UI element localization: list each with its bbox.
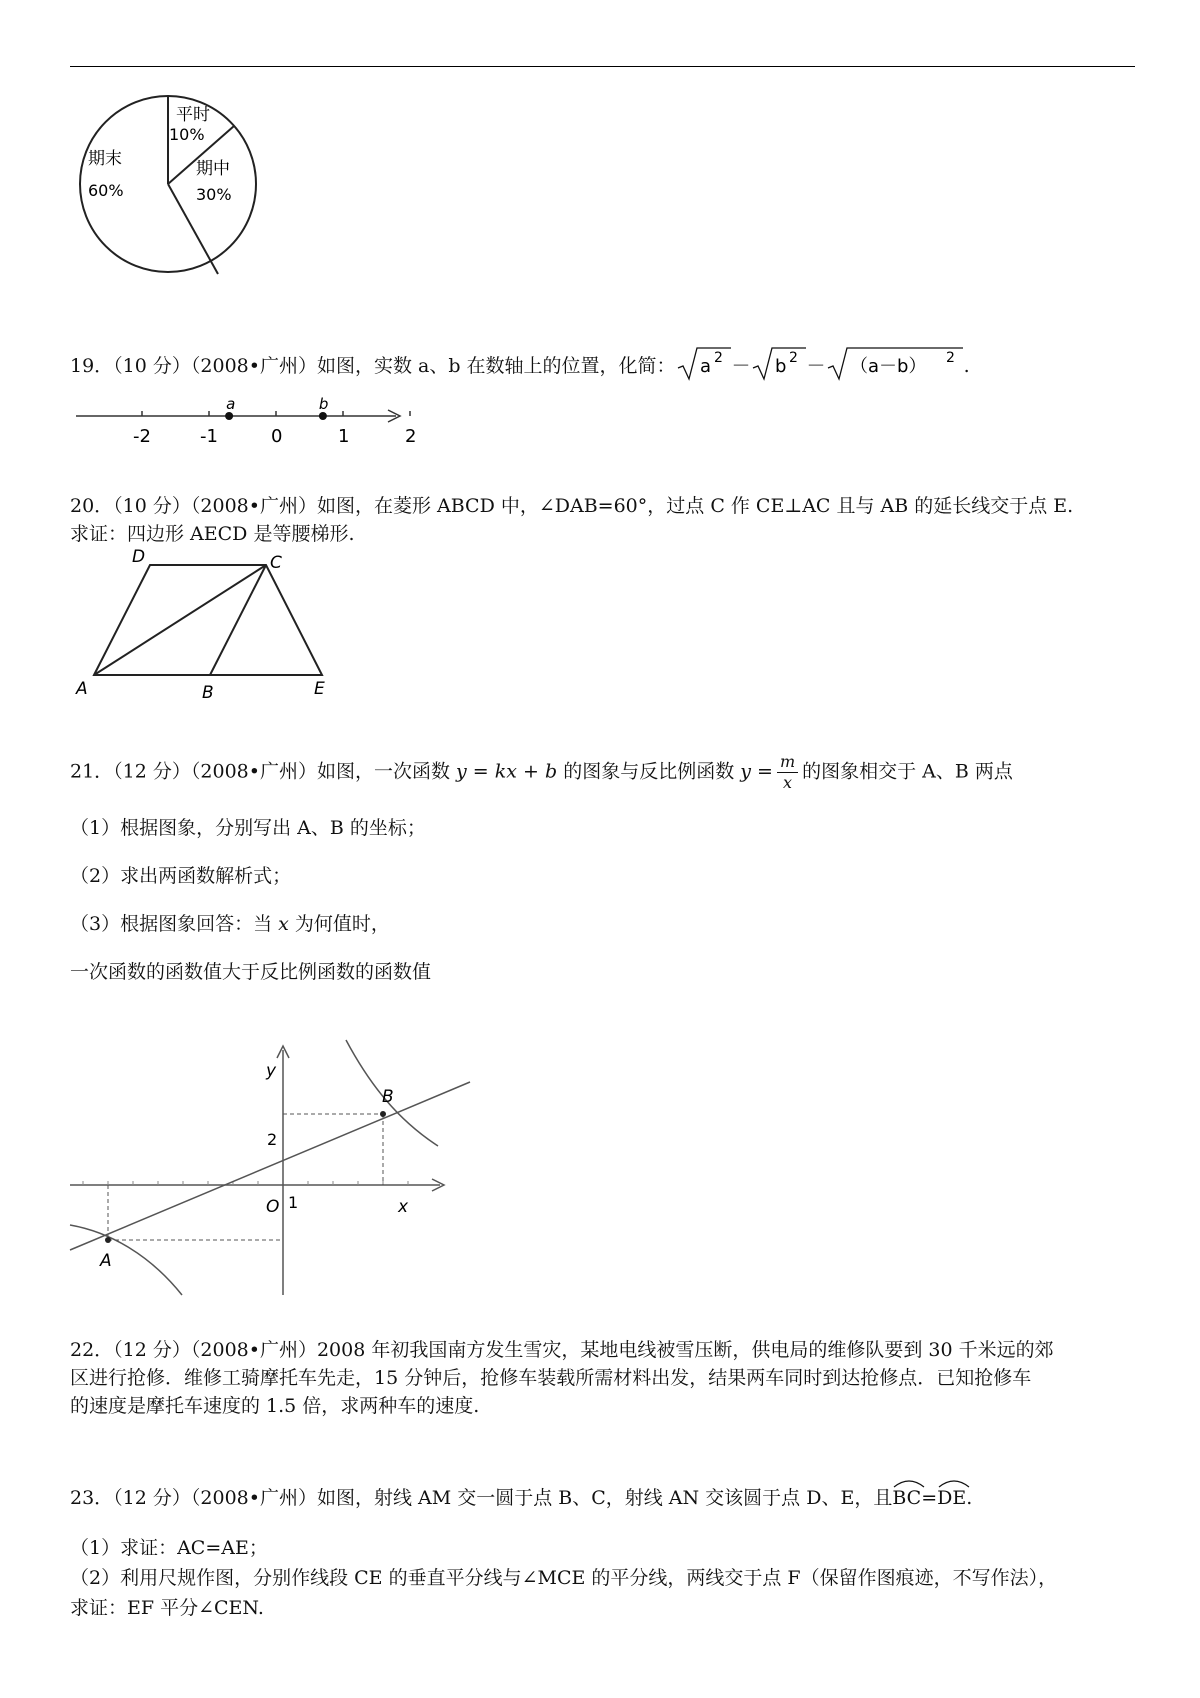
q21-p1: （1）根据图象，分别写出 A、B 的坐标； [70, 817, 426, 839]
header-rule [70, 66, 1135, 67]
q19-sqrt-ab [826, 346, 964, 388]
q22-line3: 的速度是摩托车速度的 1.5 倍，求两种车的速度. [70, 1395, 480, 1417]
label-a: A [76, 679, 88, 699]
q19-sqrt-a [676, 346, 732, 388]
q21-p3a: （3）根据图象回答：当 [70, 913, 273, 935]
number-line-tick-label: -1 [200, 426, 218, 447]
q23-arc2: DE [937, 1487, 967, 1509]
point-b-label: b [318, 395, 329, 413]
q21-head-a: 21．（12 分）（2008•广州）如图，一次函数 [70, 760, 450, 783]
q23-p2: （2）利用尺规作图，分别作线段 CE 的垂直平分线与∠MCE 的平分线，两线交于点 F（保留作图痕迹，不写作法）， [70, 1567, 1058, 1589]
number-line-tick-label: 2 [405, 426, 417, 447]
q23-end: . [966, 1487, 973, 1509]
pie-label-qizhong: 期中 [196, 159, 230, 179]
pie-label-qimo: 期末 [88, 149, 122, 169]
number-line-tick-label: 1 [338, 426, 350, 447]
q21-frac-num: m [777, 752, 798, 773]
q21-p2: （2）求出两函数解析式； [70, 865, 292, 887]
x-axis-label: x [398, 1197, 409, 1217]
q21-p3b: 为何值时， [294, 913, 390, 935]
q23-head [70, 1486, 972, 1510]
point-a-graph-label: A [100, 1251, 112, 1271]
point-b-marker [380, 1111, 386, 1117]
point-b [319, 412, 327, 420]
point-b-graph-label: B [382, 1087, 394, 1107]
q22-line1: 22．（12 分）（2008•广州）2008 年初我国南方发生雪灾，某地电线被雪压断，供电局的维修队要到 30 千米远的郊 [70, 1339, 1054, 1361]
point-a-marker [105, 1237, 111, 1243]
q23-arc1: BC [892, 1487, 922, 1509]
q20-line1: 20．（10 分）（2008•广州）如图，在菱形 ABCD 中，∠DAB=60°，过点 C 作 CE⊥AC 且与 AB 的延长线交于点 E. [70, 495, 1074, 517]
label-b: B [202, 683, 214, 703]
q19-exp-a: 2 [713, 350, 723, 366]
q19-sqrt-b [751, 346, 807, 388]
pie-pct-qimo: 60% [88, 181, 124, 200]
pie-pct-qizhong: 30% [196, 185, 232, 204]
number-line-tick-label: 0 [271, 426, 283, 447]
point-a-label: a [226, 395, 236, 413]
y-axis-label: y [266, 1061, 277, 1081]
label-d: D [132, 547, 146, 567]
q19-minus-2: － [806, 355, 826, 377]
label-e: E [314, 679, 325, 699]
label-c: C [270, 553, 282, 573]
rhombus-figure [70, 548, 350, 708]
q21-p3x: x [278, 913, 289, 935]
y-tick-2-label: 2 [267, 1130, 278, 1149]
q21-frac-den: x [783, 773, 793, 792]
q20-line2: 求证：四边形 AECD 是等腰梯形. [70, 523, 355, 545]
q19-exp-b: 2 [788, 350, 798, 366]
q19-expr-b: b [774, 356, 786, 377]
q21-p4: 一次函数的函数值大于反比例函数的函数值 [70, 961, 432, 983]
q23-p1: （1）求证：AC=AE； [70, 1537, 268, 1559]
q19-minus-1: － [731, 355, 751, 377]
number-line [70, 395, 417, 454]
function-graph [70, 1040, 470, 1300]
q21-recip-y: y = [740, 760, 773, 783]
q19-text [70, 346, 970, 388]
pie-pct-pingshi: 10% [169, 125, 205, 144]
q19-exp-ab: 2 [945, 350, 955, 366]
x-tick-1-label: 1 [288, 1193, 299, 1212]
pie-label-pingshi: 平时 [176, 105, 210, 125]
q21-head-b: 的图象与反比例函数 [563, 760, 735, 783]
q21-linear: y = kx + b [456, 760, 558, 783]
trapezoid-aecd [94, 565, 322, 675]
linear-function-line [70, 1082, 470, 1250]
q19-head: 19．（10 分）（2008•广州）如图，实数 a、b 在数轴上的位置，化简： [70, 355, 676, 377]
q21-head [70, 752, 1013, 793]
q23-head-text: 23．（12 分）（2008•广州）如图，射线 AM 交一圆于点 B、C，射线 AN 交该圆于点 D、E，且 [70, 1487, 893, 1509]
q23-arc-de [937, 1486, 966, 1510]
q19-expr-a: a [699, 356, 711, 377]
point-a [225, 412, 233, 420]
q23-eq: = [921, 1487, 938, 1509]
q21-fraction [777, 752, 798, 793]
q19-end: . [963, 355, 970, 377]
pie-chart [68, 84, 268, 284]
segment-cb [210, 565, 266, 675]
q23-arc-bc [892, 1486, 921, 1510]
q21-head-c: 的图象相交于 A、B 两点 [802, 760, 1013, 783]
segment-ac [94, 565, 266, 675]
q22-line2: 区进行抢修．维修工骑摩托车先走，15 分钟后，抢修车装载所需材料出发，结果两车同时到达抢修点．已知抢修车 [70, 1367, 1032, 1389]
number-line-tick-label: -2 [133, 426, 151, 447]
q19-expr-ab: （a－b） [849, 356, 927, 377]
q21-p3 [70, 912, 390, 936]
hyperbola-branch-lower [70, 1225, 182, 1295]
origin-label: O [266, 1197, 280, 1217]
q23-p3: 求证：EF 平分∠CEN. [70, 1597, 264, 1619]
